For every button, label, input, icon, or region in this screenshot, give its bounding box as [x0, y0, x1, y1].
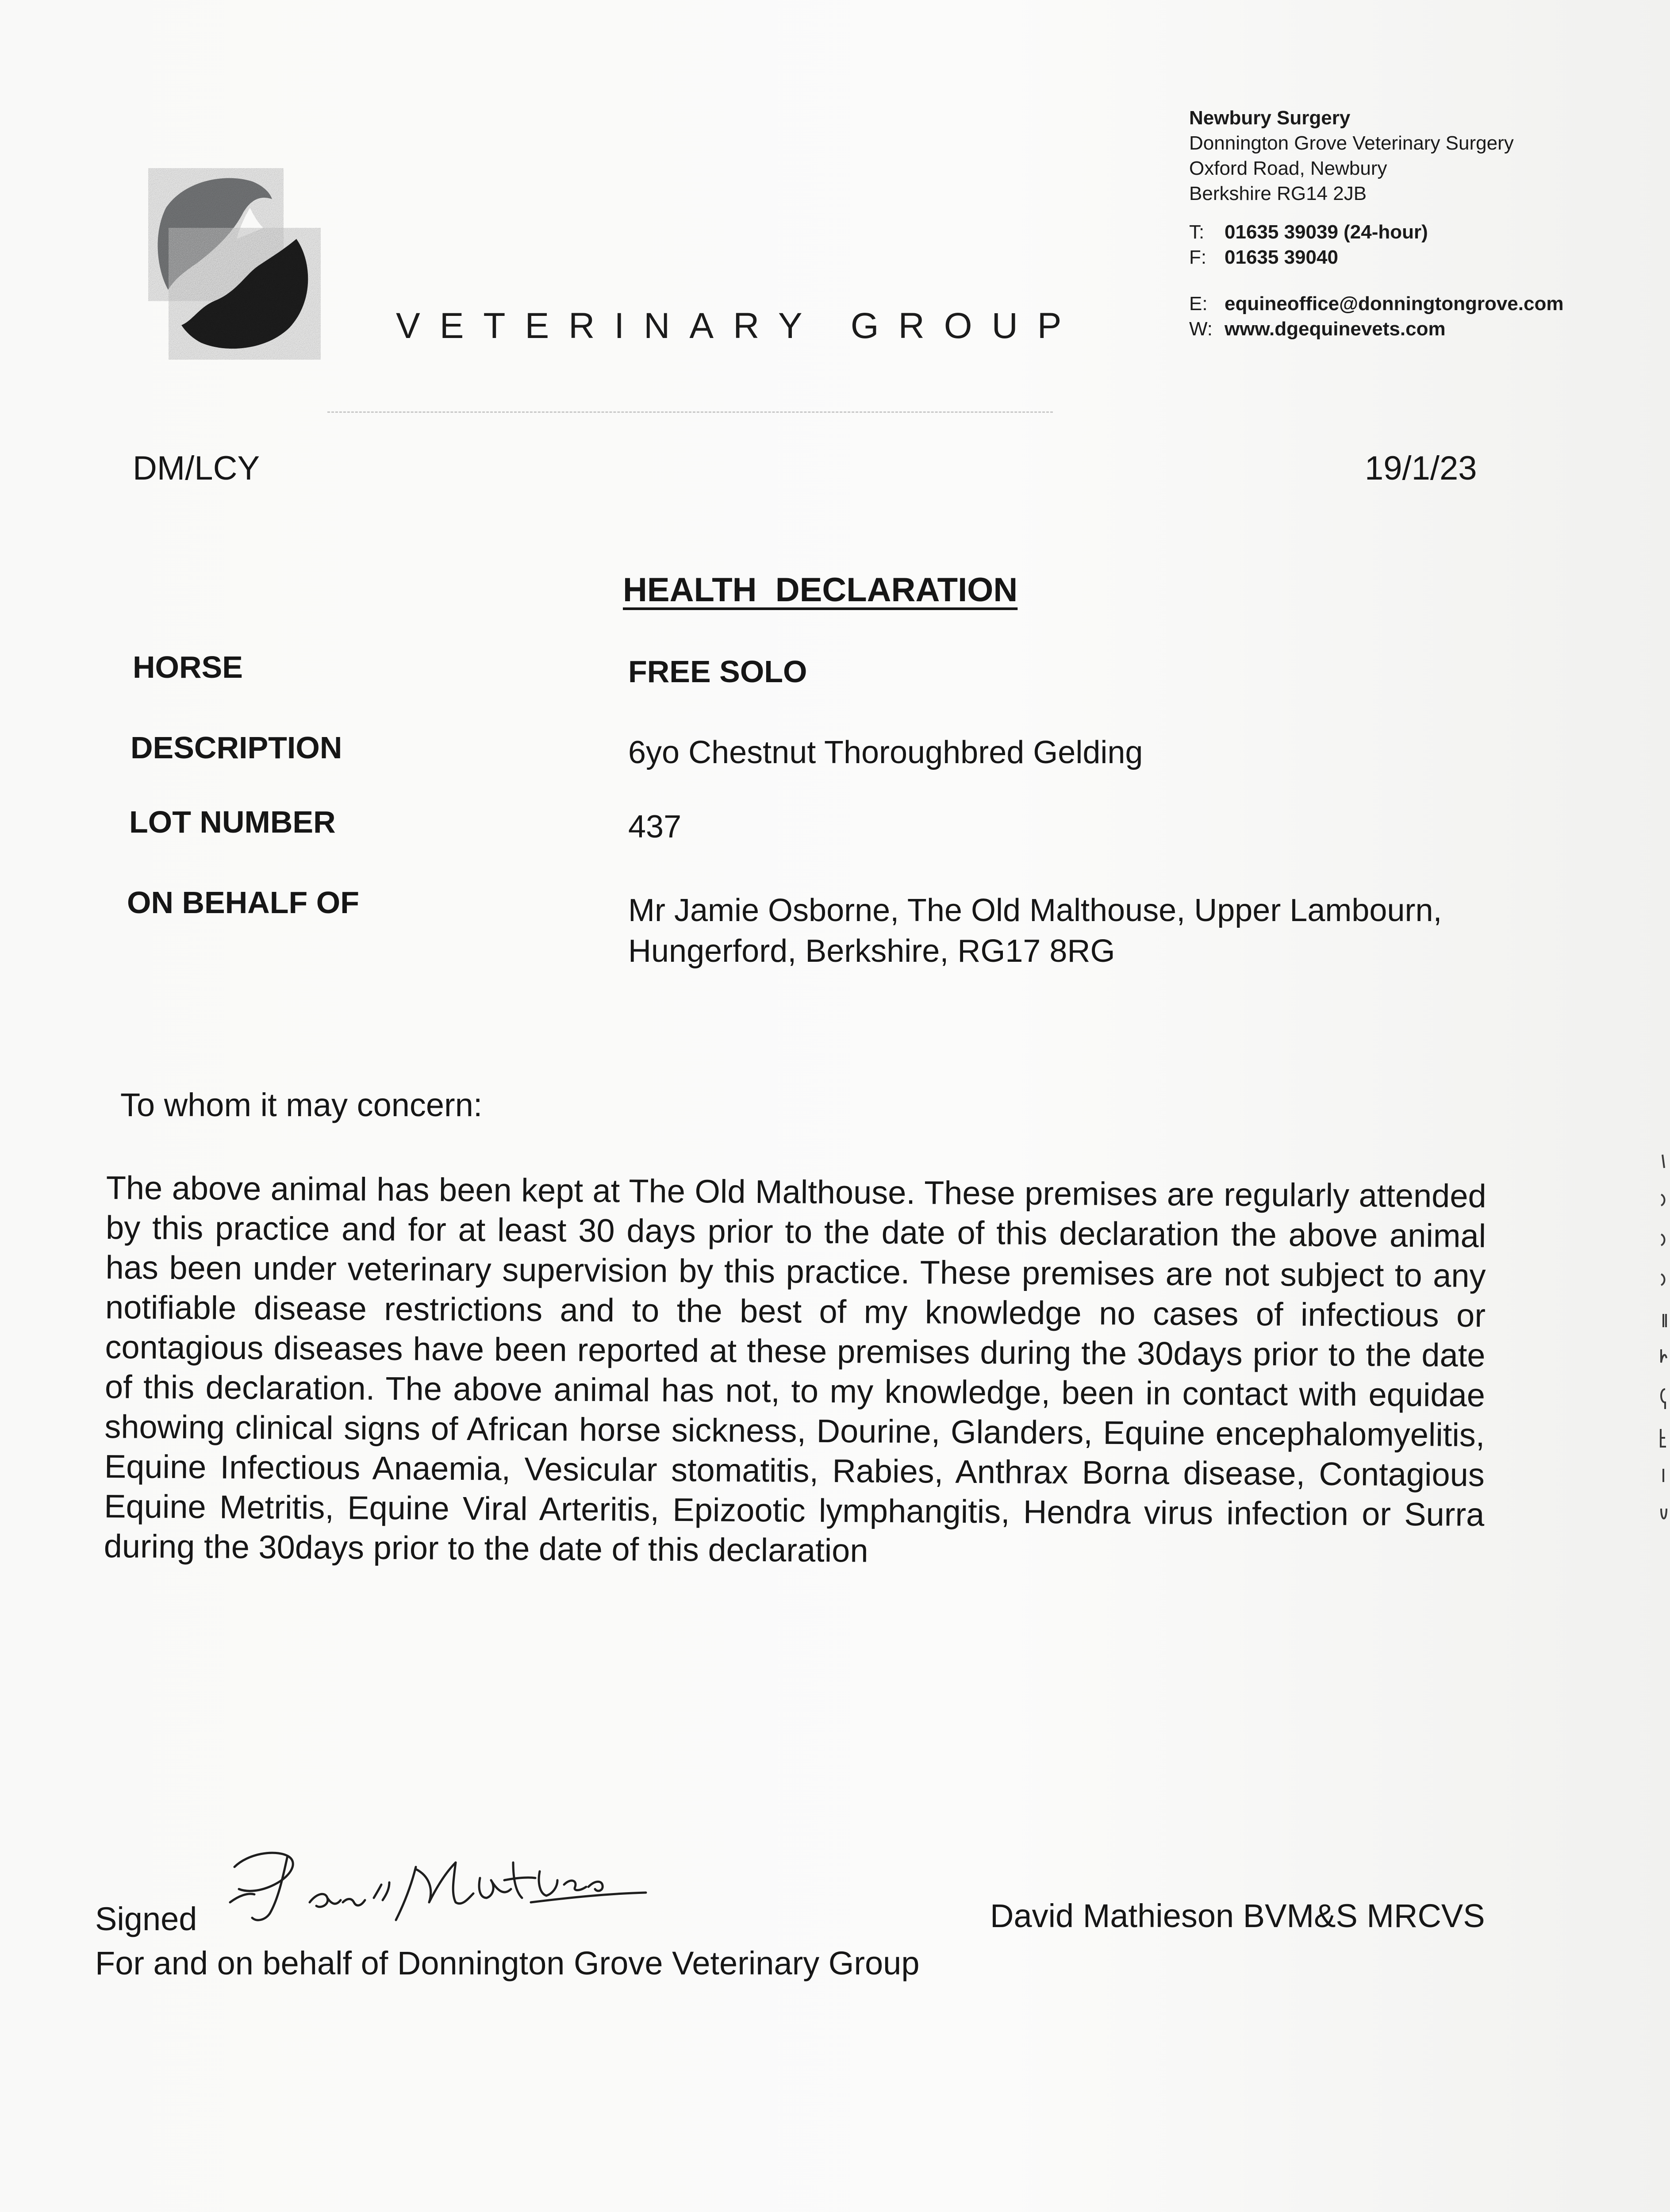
document-date: 19/1/23 — [1365, 449, 1477, 487]
declaration-body: The above animal has been kept at The Old Malthouse. These premises are regularly attended by this practice and for at least 30 days prior to the date of this declaration the above animal has been under veterinary supervision by this practice. These premises are not subject to any notifiable disease restrictions and to the best of my knowledge no cases of infectious or contagious diseases have been reported at these premises during the 30days prior to the date of this declaration. The above animal has not, to my knowledge, been in contact with equidae showing clinical signs of African horse sickness, Dourine, Glanders, Equine encephalomyelitis, Equine Infectious Anaemia, Vesicular stomatitis, Rabies, Anthrax Borna disease, Contagious Equine Metritis, Equine Viral Arteritis, Epizootic lymphangitis, Hendra virus infection or Surra during the 30days prior to the date of this declaration — [104, 1169, 1486, 1569]
on-behalf-of-label: ON BEHALF OF — [127, 885, 359, 920]
telephone-row — [1189, 219, 1563, 245]
address-line: Oxford Road, Newbury — [1189, 157, 1387, 179]
brand-text: VETERINARY GROUP — [396, 306, 1081, 346]
on-behalf-statement: For and on behalf of Donnington Grove Veterinary Group — [95, 1945, 920, 1982]
telephone-label: T: — [1189, 221, 1205, 243]
owner-address-line: Hungerford, Berkshire, RG17 8RG — [628, 933, 1115, 969]
practice-address-block — [1189, 105, 1563, 342]
fax-row — [1189, 245, 1563, 270]
email-label: E: — [1189, 293, 1208, 315]
lot-number-label: LOT NUMBER — [129, 805, 336, 839]
signed-label: Signed — [95, 1901, 197, 1937]
email-address: equineoffice@donningtongrove.com — [1225, 293, 1564, 315]
horse-label: HORSE — [133, 650, 243, 684]
handwritten-signature — [221, 1836, 655, 1938]
website-label: W: — [1189, 318, 1213, 340]
salutation: To whom it may concern: — [120, 1087, 483, 1123]
brand-wordmark — [396, 305, 1081, 347]
scan-edge-marks — [1655, 1141, 1670, 1540]
horse-name: FREE SOLO — [628, 654, 807, 689]
surgery-name: Newbury Surgery — [1189, 107, 1351, 129]
address-line: Berkshire RG14 2JB — [1189, 183, 1367, 204]
description-value: 6yo Chestnut Thoroughbred Gelding — [628, 735, 1143, 770]
on-behalf-of-value — [628, 890, 1442, 972]
letterhead-divider — [327, 411, 1053, 413]
practice-logo-icon — [148, 168, 323, 363]
description-label: DESCRIPTION — [131, 730, 342, 765]
email-row — [1189, 291, 1563, 316]
telephone-number: 01635 39039 (24-hour) — [1225, 221, 1428, 243]
address-line: Donnington Grove Veterinary Surgery — [1189, 132, 1514, 154]
lot-number-value: 437 — [628, 809, 682, 845]
website-row — [1189, 316, 1563, 342]
reference-code: DM/LCY — [133, 449, 260, 487]
fax-number: 01635 39040 — [1225, 246, 1338, 268]
website-address: www.dgequinevets.com — [1225, 318, 1446, 340]
signatory-name: David Mathieson BVM&S MRCVS — [990, 1897, 1485, 1934]
document-title: HEALTH DECLARATION — [623, 571, 1018, 609]
fax-label: F: — [1189, 246, 1207, 268]
owner-address-line: Mr Jamie Osborne, The Old Malthouse, Upper Lambourn, — [628, 893, 1442, 928]
